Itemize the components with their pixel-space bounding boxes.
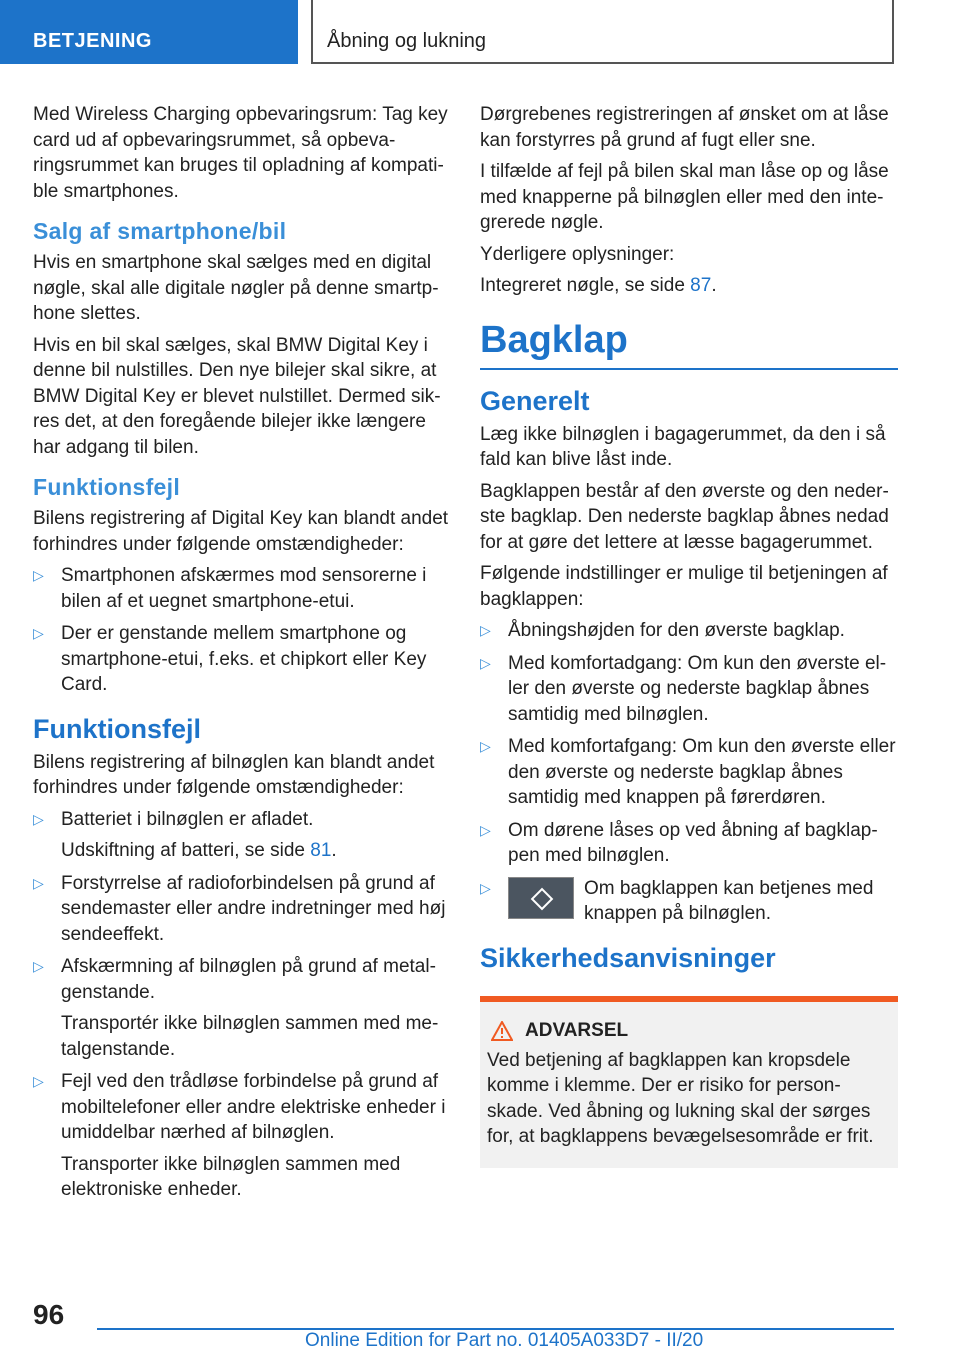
bullet-triangle-icon: ▷	[480, 622, 491, 638]
right-paragraph-1: Dørgrebenes registreringen af ønsket om at låse kan forstyrres på grund af fugt eller sne.	[480, 104, 889, 151]
generelt-paragraph-1: Læg ikke bilnøglen i bagagerummet, da den i så fald kan blive låst inde.	[480, 423, 886, 470]
bullet-triangle-icon: ▷	[33, 810, 44, 827]
list-item: ▷ Smartphonen afskærmes mod sensorerne i bilen af et uegnet smartphone-etui.	[33, 565, 427, 612]
safety-heading: Sikkerhedsanvisninger	[480, 942, 776, 973]
fault1-intro: Bilens registrering af Digital Key kan blandt andet forhindres under følgende omstændigheder:	[33, 508, 449, 555]
warning-title: ADVARSEL	[525, 1019, 629, 1041]
right-paragraph-4: Integreret nøgle, se side 87.	[480, 275, 717, 296]
sale-paragraph-1: Hvis en smartphone skal sælges med en digital nøgle, skal alle digitale nøgler på denne smartphone slettes.	[33, 252, 439, 324]
list-item: ▷ Om bagklappen kan betjenes med knappen på bilnøglen.	[480, 877, 874, 924]
footer-edition: Online Edition for Part no. 01405A033D7 - II/20	[305, 1330, 704, 1351]
bullet-triangle-icon: ▷	[33, 625, 44, 641]
right-column	[480, 102, 898, 1168]
right-paragraph-3: Yderligere oplysninger:	[480, 243, 675, 265]
sale-heading: Salg af smartphone/bil	[33, 218, 287, 244]
bullet-triangle-icon: ▷	[480, 821, 491, 838]
list-item: ▷ Med komfortafgang: Om kun den øverste eller den øverste og nederste bagklap åbnes samtidig med knappen på førerdøren.	[480, 736, 896, 808]
bullet-triangle-icon: ▷	[480, 879, 491, 896]
generelt-paragraph-3: Følgende indstillinger er mulige til betjeningen af bagklappen:	[480, 563, 888, 610]
list-item: ▷ Åbningshøjden for den øverste bagklap.	[480, 618, 898, 644]
list-item: ▷ Om dørene låses op ved åbning af bagklappen med bilnøglen.	[480, 819, 878, 866]
fault1-heading: Funktionsfejl	[33, 474, 181, 500]
bagklap-heading: Bagklap	[480, 319, 898, 370]
left-column	[33, 102, 451, 1210]
intro-paragraph: Med Wireless Charging opbevaringsrum: Tag key card ud af opbevaringsrummet, så opbevaringsrummet kan bruges til opladning af kompatible smartphones.	[33, 104, 448, 202]
list-item-note: Udskiftning af batteri, se side 81.	[61, 840, 337, 861]
header-title-box	[311, 0, 894, 64]
page-number: 96	[33, 1299, 65, 1330]
list-item: ▷ Forstyrrelse af radioforbindelsen på grund af sendemaster eller andre indretninger med høj sendeeffekt.	[33, 872, 446, 945]
bullet-triangle-icon: ▷	[33, 958, 44, 974]
sale-paragraph-2: Hvis en bil skal sælges, skal BMW Digital Key i denne bil nulstilles. Den nye bilejer skal sikre, at BMW Digital Key er blevet nulstillet. Dermed sikres det, at den foregående bilejer ikke længere har adgang til bilen.	[33, 334, 441, 458]
warning-text: Ved betjening af bagklappen kan kropsdele komme i klemme. Der er risiko for personskade. Ved åbning og lukning skal der sørges for, at bagklappens bevægelsesområde er frit.	[487, 1049, 874, 1147]
key-button-icon	[508, 877, 574, 919]
list-item: ▷ Med komfortadgang: Om kun den øverste eller den øverste og nederste bagklap åbnes samtidig med bilnøglen.	[480, 652, 887, 725]
bullet-triangle-icon: ▷	[33, 874, 44, 891]
generelt-list	[480, 618, 898, 927]
warning-triangle-icon	[491, 1021, 513, 1041]
bullet-triangle-icon: ▷	[33, 1073, 44, 1089]
list-item: ▷ Fejl ved den trådløse forbindelse på grund af mobiltelefoner eller andre elektriske enheder i umiddelbar nærhed af bilnøglen. Transporter ikke bilnøglen sammen med elektroniske enheder.	[33, 1069, 451, 1203]
header-title: Åbning og lukning	[327, 30, 487, 52]
page-link-81[interactable]: 81	[310, 840, 332, 861]
header-section-label: BETJENING	[33, 30, 152, 52]
list-item: ▷ Afskærmning af bilnøglen på grund af metalgenstande. Transportér ikke bilnøglen sammen med metalgenstande.	[33, 954, 451, 1062]
page-link-87[interactable]: 87	[690, 275, 712, 296]
warning-box	[480, 1002, 898, 1168]
fault2-intro: Bilens registrering af bilnøglen kan blandt andet forhindres under følgende omstændigheder:	[33, 751, 435, 798]
list-item-note: Transportér ikke bilnøglen sammen med metalgenstande.	[61, 1013, 439, 1060]
right-paragraph-2: I tilfælde af fejl på bilen skal man låse op og låse med knapperne på bilnøglen eller med den integrerede nøgle.	[480, 161, 889, 233]
list-item: ▷ Der er genstande mellem smartphone og smartphone-etui, f.eks. et chipkort eller Key Card.	[33, 623, 427, 695]
header-section-tab	[0, 0, 298, 64]
fault2-list	[33, 807, 451, 1203]
bullet-triangle-icon: ▷	[480, 654, 491, 671]
generelt-paragraph-2: Bagklappen består af den øverste og den nederste bagklap. Den nederste bagklap åbnes nedad for at gøre det lettere at læsse bagagerummet.	[480, 480, 889, 553]
bullet-triangle-icon: ▷	[33, 567, 44, 583]
bullet-triangle-icon: ▷	[480, 738, 491, 754]
list-item-note: Transporter ikke bilnøglen sammen med elektroniske enheder.	[61, 1153, 401, 1200]
fault2-heading: Funktionsfejl	[33, 713, 201, 744]
fault1-list	[33, 563, 451, 698]
list-item: ▷ Batteriet i bilnøglen er afladet. Udskiftning af batteri, se side 81.	[33, 807, 451, 864]
generelt-heading: Generelt	[480, 385, 590, 416]
